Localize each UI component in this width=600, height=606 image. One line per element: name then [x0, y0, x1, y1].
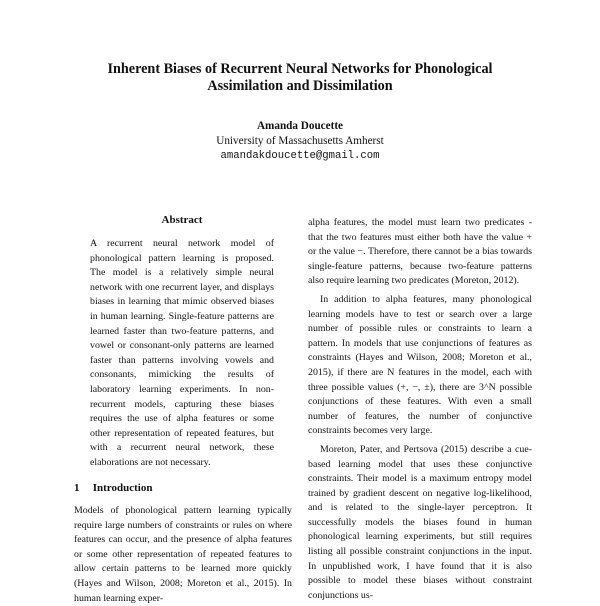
- introduction-text: Models of phonological pattern learning typically require large numbers of constraints or rules on where features can occur, and the presence of alpha features or some other representation of repeated features to allow certain patterns to be learned more quickly (Hayes and Wilson, 2008; Moreton et al., 2015). In human learning exper-: [74, 505, 292, 604]
- paper-title: [60, 61, 540, 95]
- right-column: [308, 216, 532, 600]
- right-column-paragraph-1: alpha features, the model must learn two predicates - that the two features must either both have the value + or the value −. Therefore, there cannot be a bias towards single-feature patterns, because two-feature patterns also require learning two predicates (Moreton, 2012).: [308, 217, 532, 287]
- paper-title-line-1: Inherent Biases of Recurrent Neural Networks for Phonological: [107, 61, 493, 77]
- author-affiliation: University of Massachusetts Amherst: [216, 135, 384, 147]
- author-email: amandakdoucette@gmail.com: [220, 150, 380, 162]
- abstract-heading: Abstract: [161, 214, 203, 226]
- paper-title-line-2: Assimilation and Dissimilation: [207, 78, 393, 94]
- section-heading-introduction: [74, 482, 294, 494]
- abstract-text: A recurrent neural network model of phonological pattern learning is proposed. The model is a relatively simple neural network with one recurrent layer, and displays biases in learning that mimic observed biases in human learning. Single-feature patterns are learned faster than two-feature patterns, and vowel or consonant-only patterns are learned faster than patterns involving vowels and consonants, mimicking the results of laboratory learning experiments. In non-recurrent models, capturing these biases requires the use of alpha features or some other representation of repeated features, but with a recurrent neural network, these elaborations are not necessary.: [90, 238, 274, 468]
- author-name: Amanda Doucette: [256, 120, 344, 132]
- section-title: Introduction: [92, 482, 153, 494]
- right-column-paragraph-3: Moreton, Pater, and Pertsova (2015) describe a cue-based learning model that uses these conjunctive constraints. Their model is a maximum entropy model trained by gradient descent on negative log-likelihood, and is related to the single-layer perceptron. It successfully models the biases found in human phonological learning experiments, but still requires listing all possible constraint conjunctions in the input. In unpublished work, I have found that it is also possible to model these biases without constraint conjunctions us-: [308, 443, 532, 600]
- section-number: 1: [74, 482, 80, 494]
- right-column-paragraph-2: In addition to alpha features, many phonological learning models have to test or search over a large number of possible rules or constraints to learn a pattern. In models that use conjunctions of features as constraints (Hayes and Wilson, 2008; Moreton et al., 2015), if there are N features in the model, each with three possible values (+, −, ±), there are 3^N possible conjunctions of these features. With even a small number of features, the number of conjunctive constraints becomes very large.: [308, 293, 532, 437]
